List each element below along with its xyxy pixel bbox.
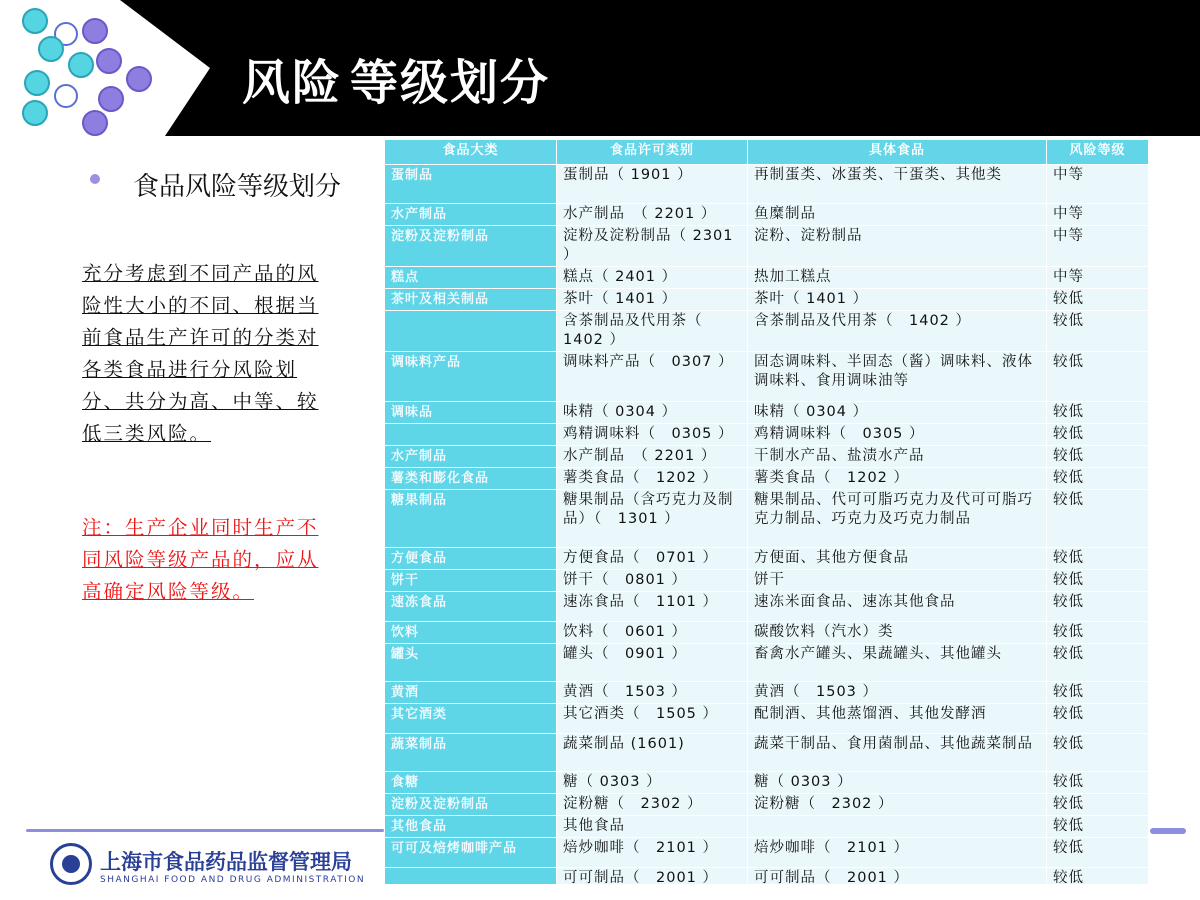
- permit-category-cell: 味精（ 0304 ）: [557, 402, 748, 424]
- permit-category-cell: 蔬菜制品 (1601): [557, 734, 748, 772]
- risk-level-cell: 中等: [1047, 165, 1149, 204]
- table-row: [385, 622, 1149, 644]
- category-cell: 其它酒类: [385, 704, 557, 734]
- category-cell: 可可及焙烤咖啡产品: [385, 838, 557, 868]
- category-cell: 饮料: [385, 622, 557, 644]
- slide-header: [0, 0, 1200, 136]
- category-cell: 薯类和膨化食品: [385, 468, 557, 490]
- food-cell: 蔬菜干制品、食用菌制品、其他蔬菜制品: [748, 734, 1047, 772]
- table-row: [385, 165, 1149, 204]
- risk-level-cell: 较低: [1047, 352, 1149, 402]
- category-cell: 饼干: [385, 570, 557, 592]
- permit-category-cell: 水产制品 （ 2201 ）: [557, 446, 748, 468]
- risk-level-cell: 较低: [1047, 838, 1149, 868]
- food-cell: 碳酸饮料（汽水）类: [748, 622, 1047, 644]
- category-cell: 蛋制品: [385, 165, 557, 204]
- permit-category-cell: 茶叶（ 1401 ）: [557, 289, 748, 311]
- category-cell: [385, 424, 557, 446]
- column-header: 具体食品: [748, 140, 1047, 165]
- permit-category-cell: 淀粉及淀粉制品（ 2301 ）: [557, 226, 748, 267]
- food-cell: 配制酒、其他蒸馏酒、其他发酵酒: [748, 704, 1047, 734]
- food-cell: 畜禽水产罐头、果蔬罐头、其他罐头: [748, 644, 1047, 682]
- risk-level-cell: 较低: [1047, 682, 1149, 704]
- food-cell: 鱼糜制品: [748, 204, 1047, 226]
- column-header: 风险等级: [1047, 140, 1149, 165]
- column-header: 食品大类: [385, 140, 557, 165]
- warning-note: 注：生产企业同时生产不同风险等级产品的，应从高确定风险等级。: [82, 516, 319, 603]
- table-row: [385, 204, 1149, 226]
- food-cell: 糖（ 0303 ）: [748, 772, 1047, 794]
- category-cell: 速冻食品: [385, 592, 557, 622]
- table-row: [385, 570, 1149, 592]
- risk-level-cell: 较低: [1047, 424, 1149, 446]
- table-row: [385, 352, 1149, 402]
- risk-level-cell: 较低: [1047, 311, 1149, 352]
- category-cell: 淀粉及淀粉制品: [385, 794, 557, 816]
- table-row: [385, 838, 1149, 868]
- food-cell: 黄酒（ 1503 ）: [748, 682, 1047, 704]
- table-row: [385, 816, 1149, 838]
- food-cell: 焙炒咖啡（ 2101 ）: [748, 838, 1047, 868]
- bullet-icon: [90, 174, 100, 184]
- food-cell: 再制蛋类、冰蛋类、干蛋类、其他类: [748, 165, 1047, 204]
- table-row: [385, 446, 1149, 468]
- risk-level-cell: 中等: [1047, 267, 1149, 289]
- table-row: [385, 267, 1149, 289]
- food-cell: 固态调味料、半固态（酱）调味料、液体调味料、食用调味油等: [748, 352, 1047, 402]
- permit-category-cell: 含茶制品及代用茶（ 1402 ）: [557, 311, 748, 352]
- table-row: [385, 644, 1149, 682]
- category-cell: 蔬菜制品: [385, 734, 557, 772]
- table-row: [385, 468, 1149, 490]
- decor-dot-icon: [22, 8, 48, 34]
- risk-level-cell: 较低: [1047, 570, 1149, 592]
- table-row: [385, 424, 1149, 446]
- risk-level-cell: 较低: [1047, 704, 1149, 734]
- food-cell: 味精（ 0304 ）: [748, 402, 1047, 424]
- table-row: [385, 548, 1149, 570]
- category-cell: 水产制品: [385, 204, 557, 226]
- food-cell: 速冻米面食品、速冻其他食品: [748, 592, 1047, 622]
- decor-dot-icon: [24, 70, 50, 96]
- food-cell: 糖果制品、代可可脂巧克力及代可可脂巧克力制品、巧克力及巧克力制品: [748, 490, 1047, 548]
- table-row: [385, 311, 1149, 352]
- table-row: [385, 704, 1149, 734]
- page-title: 风险 等级划分: [242, 55, 551, 111]
- risk-level-cell: 较低: [1047, 402, 1149, 424]
- permit-category-cell: 焙炒咖啡（ 2101 ）: [557, 838, 748, 868]
- category-cell: 食糖: [385, 772, 557, 794]
- category-cell: [385, 311, 557, 352]
- table-row: [385, 772, 1149, 794]
- decor-dot-icon: [82, 18, 108, 44]
- category-cell: 黄酒: [385, 682, 557, 704]
- risk-level-cell: 较低: [1047, 548, 1149, 570]
- permit-category-cell: 糕点（ 2401 ）: [557, 267, 748, 289]
- decor-dot-icon: [82, 110, 108, 136]
- decor-dot-icon: [22, 100, 48, 126]
- food-cell: 淀粉、淀粉制品: [748, 226, 1047, 267]
- food-cell: [748, 816, 1047, 838]
- risk-level-cell: 较低: [1047, 468, 1149, 490]
- table-row: [385, 794, 1149, 816]
- permit-category-cell: 速冻食品（ 1101 ）: [557, 592, 748, 622]
- food-cell: 含茶制品及代用茶（ 1402 ）: [748, 311, 1047, 352]
- org-name-en: SHANGHAI FOOD AND DRUG ADMINISTRATION: [100, 875, 366, 885]
- risk-level-cell: 较低: [1047, 772, 1149, 794]
- food-cell: 茶叶（ 1401 ）: [748, 289, 1047, 311]
- permit-category-cell: 可可制品（ 2001 ）: [557, 868, 748, 885]
- permit-category-cell: 饼干（ 0801 ）: [557, 570, 748, 592]
- footer-divider: [1150, 828, 1186, 834]
- food-cell: 饼干: [748, 570, 1047, 592]
- permit-category-cell: 糖（ 0303 ）: [557, 772, 748, 794]
- category-cell: 水产制品: [385, 446, 557, 468]
- risk-level-cell: 较低: [1047, 289, 1149, 311]
- column-header: 食品许可类别: [557, 140, 748, 165]
- category-cell: 糖果制品: [385, 490, 557, 548]
- permit-category-cell: 淀粉糖（ 2302 ）: [557, 794, 748, 816]
- agency-logo-icon: [50, 843, 92, 885]
- risk-level-cell: 较低: [1047, 446, 1149, 468]
- table-row: [385, 734, 1149, 772]
- food-cell: 可可制品（ 2001 ）: [748, 868, 1047, 885]
- food-cell: 热加工糕点: [748, 267, 1047, 289]
- decor-dot-icon: [68, 52, 94, 78]
- permit-category-cell: 水产制品 （ 2201 ）: [557, 204, 748, 226]
- table-row: [385, 868, 1149, 885]
- risk-level-cell: 较低: [1047, 592, 1149, 622]
- permit-category-cell: 黄酒（ 1503 ）: [557, 682, 748, 704]
- category-cell: 糕点: [385, 267, 557, 289]
- risk-level-cell: 中等: [1047, 226, 1149, 267]
- risk-level-table: [384, 139, 1148, 884]
- decor-dot-icon: [54, 84, 78, 108]
- permit-category-cell: 其他食品: [557, 816, 748, 838]
- permit-category-cell: 饮料（ 0601 ）: [557, 622, 748, 644]
- permit-category-cell: 蛋制品（ 1901 ）: [557, 165, 748, 204]
- category-cell: 调味料产品: [385, 352, 557, 402]
- decor-dot-icon: [96, 48, 122, 74]
- risk-level-cell: 较低: [1047, 816, 1149, 838]
- permit-category-cell: 方便食品（ 0701 ）: [557, 548, 748, 570]
- category-cell: [385, 868, 557, 885]
- table-row: [385, 226, 1149, 267]
- food-cell: 鸡精调味料（ 0305 ）: [748, 424, 1047, 446]
- food-cell: 方便面、其他方便食品: [748, 548, 1047, 570]
- permit-category-cell: 罐头（ 0901 ）: [557, 644, 748, 682]
- risk-level-cell: 较低: [1047, 868, 1149, 885]
- table-row: [385, 490, 1149, 548]
- table-row: [385, 682, 1149, 704]
- permit-category-cell: 调味料产品（ 0307 ）: [557, 352, 748, 402]
- category-cell: 淀粉及淀粉制品: [385, 226, 557, 267]
- category-cell: 调味品: [385, 402, 557, 424]
- risk-level-cell: 较低: [1047, 622, 1149, 644]
- table-header-row: [385, 140, 1149, 165]
- risk-level-cell: 中等: [1047, 204, 1149, 226]
- table-body: [385, 165, 1149, 885]
- category-cell: 茶叶及相关制品: [385, 289, 557, 311]
- risk-level-cell: 较低: [1047, 644, 1149, 682]
- category-cell: 方便食品: [385, 548, 557, 570]
- permit-category-cell: 鸡精调味料（ 0305 ）: [557, 424, 748, 446]
- food-cell: 薯类食品（ 1202 ）: [748, 468, 1047, 490]
- risk-level-cell: 较低: [1047, 794, 1149, 816]
- decor-dot-icon: [126, 66, 152, 92]
- food-cell: 干制水产品、盐渍水产品: [748, 446, 1047, 468]
- risk-level-cell: 较低: [1047, 734, 1149, 772]
- decor-dot-icon: [98, 86, 124, 112]
- risk-level-cell: 较低: [1047, 490, 1149, 548]
- permit-category-cell: 其它酒类（ 1505 ）: [557, 704, 748, 734]
- table-row: [385, 289, 1149, 311]
- permit-category-cell: 糖果制品（含巧克力及制品）（ 1301 ）: [557, 490, 748, 548]
- category-cell: 其他食品: [385, 816, 557, 838]
- permit-category-cell: 薯类食品（ 1202 ）: [557, 468, 748, 490]
- category-cell: 罐头: [385, 644, 557, 682]
- org-name: 上海市食品药品监督管理局: [100, 850, 352, 874]
- table-row: [385, 592, 1149, 622]
- description-paragraph: 充分考虑到不同产品的风险性大小的不同、根据当前食品生产许可的分类对各类食品进行分风险划分、共分为高、中等、较低三类风险。: [82, 262, 319, 445]
- table-row: [385, 402, 1149, 424]
- food-cell: 淀粉糖（ 2302 ）: [748, 794, 1047, 816]
- bullet-heading: 食品风险等级划分: [133, 172, 342, 202]
- footer-divider: [26, 829, 384, 832]
- decor-dot-icon: [38, 36, 64, 62]
